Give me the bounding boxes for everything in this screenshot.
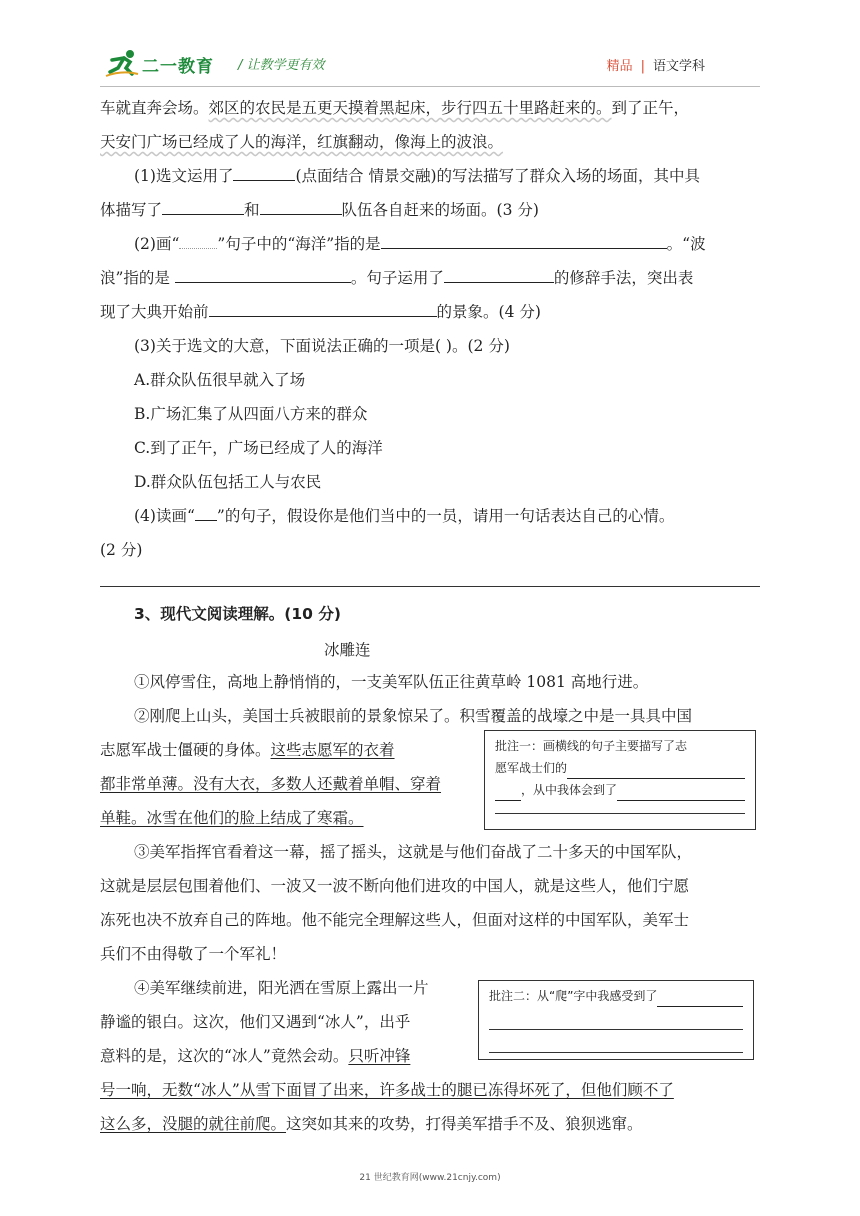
note1-text: ，从中我体会到了	[521, 783, 618, 797]
p2-underlined-text: 这些志愿军的衣着	[270, 741, 395, 759]
q2-text: ”句子中的“海洋”指的是	[217, 235, 381, 253]
option-a[interactable]: A.群众队伍很早就入了场	[134, 371, 306, 389]
paragraph-4-line-4	[100, 1080, 674, 1100]
q1-text: (1)选文运用了	[134, 167, 234, 185]
q2-text: 浪”指的是	[100, 269, 170, 287]
question-3: (3)关于选文的大意，下面说法正确的一项是( )。(2 分)	[134, 337, 510, 355]
answer-blank[interactable]	[381, 234, 667, 249]
question-4-line-1	[134, 506, 674, 526]
underline-mark-sample	[195, 506, 217, 521]
note1-text: 愿军战士们的	[495, 761, 568, 775]
paragraph-2-line-3	[100, 774, 441, 794]
paragraph-4-line-1: ④美军继续前进，阳光洒在雪原上露出一片	[134, 979, 429, 997]
note2-line-1	[489, 985, 743, 1007]
note2-answer-line[interactable]	[489, 1032, 743, 1053]
q4-text: ”的句子，假设你是他们当中的一员，请用一句话表达自己的心情。	[216, 507, 675, 525]
option-b[interactable]: B.广场汇集了从四面八方来的群众	[134, 405, 368, 423]
q2-text: (2)画“	[134, 235, 180, 253]
paragraph-3-line-3: 冻死也决不放弃自己的阵地。他不能完全理解这些人，但面对这样的中国军队，美军士	[100, 911, 690, 929]
header-tags	[607, 55, 705, 74]
passage-wavy-text: 郊区的农民是五更天摸着黑起床，步行四五十里路赶来的。	[208, 99, 612, 117]
question-2-line-1	[134, 234, 706, 254]
q2-text: 。句子运用了	[350, 269, 444, 287]
paragraph-3-line-2: 这就是层层包围着他们、一波又一波不断向他们进攻的中国人，就是这些人，他们宁愿	[100, 877, 690, 895]
passage-line-2	[100, 132, 503, 152]
wavy-mark-sample	[179, 234, 217, 249]
tag-premium: 精品	[606, 59, 633, 74]
q2-text: 现了大典开始前	[100, 303, 209, 321]
section-3-heading: 3、现代文阅读理解。(10 分)	[134, 605, 341, 623]
runner-logo-icon	[104, 48, 140, 78]
question-1-line-2	[100, 200, 539, 220]
note1-line-1: 批注一：画横线的句子主要描写了志	[495, 739, 688, 753]
paragraph-3-line-4: 兵们不由得敬了一个军礼！	[100, 945, 287, 963]
paragraph-4-line-2: 静谧的银白。这次，他们又遇到“冰人”，出乎	[100, 1013, 411, 1031]
q1-text: 体描写了	[100, 201, 163, 219]
passage-text: 到了正午，	[611, 99, 690, 117]
p4-underlined-text: 号一响，无数“冰人”从雪下面冒了出来，许多战士的腿已冻得坏死了，但他们顾不了	[100, 1081, 674, 1099]
p4-text: 这突如其来的攻势，打得美军措手不及、狼狈逃窜。	[286, 1115, 643, 1133]
note1-answer-blank[interactable]	[567, 762, 745, 779]
note2-text: 批注二：从“爬”字中我感受到了	[489, 989, 658, 1003]
option-d[interactable]: D.群众队伍包括工人与农民	[134, 473, 322, 491]
question-2-line-2	[100, 268, 693, 288]
p4-text: 意料的是，这次的“冰人”竟然会动。	[100, 1047, 349, 1065]
passage-title: 冰雕连	[324, 641, 371, 659]
option-c[interactable]: C.到了正午，广场已经成了人的海洋	[134, 439, 383, 457]
p4-underlined-text: 只听冲锋	[348, 1047, 411, 1065]
answer-blank[interactable]	[260, 200, 342, 215]
paragraph-2-line-4	[100, 808, 364, 828]
note1-line-2	[495, 757, 745, 779]
paragraph-4-line-5	[100, 1114, 643, 1134]
annotation-box-1	[484, 730, 756, 830]
paragraph-2-line-2	[100, 740, 395, 760]
passage-line-1	[100, 98, 689, 118]
answer-blank[interactable]	[175, 268, 351, 283]
note1-answer-blank[interactable]	[495, 784, 521, 801]
paragraph-2-line-1: ②刚爬上山头，美国士兵被眼前的景象惊呆了。积雪覆盖的战壕之中是一具具中国	[134, 707, 693, 725]
q4-text: (4)读画“	[134, 507, 195, 525]
note2-answer-blank[interactable]	[657, 990, 743, 1007]
note1-answer-line[interactable]	[495, 801, 745, 814]
question-1-line-1	[134, 166, 700, 186]
p2-underlined-text: 都非常单薄。没有大衣，多数人还戴着单帽、穿着	[100, 775, 442, 793]
passage-text: 车就直奔会场。	[100, 99, 209, 117]
brand-slogan: / 让教学更有效	[238, 58, 325, 73]
brand-name: 二一教育	[142, 57, 214, 77]
note2-answer-line[interactable]	[489, 1009, 743, 1030]
answer-blank[interactable]	[233, 166, 295, 181]
paragraph-3-line-1: ③美军指挥官看着这一幕，摇了摇头，这就是与他们奋战了二十多天的中国军队，	[134, 843, 693, 861]
tag-divider: |	[640, 59, 645, 74]
question-2-line-3	[100, 302, 541, 322]
p2-text: 志愿军战士僵硬的身体。	[100, 741, 271, 759]
q2-text: 的修辞手法，突出表	[553, 269, 694, 287]
brand-logo	[104, 48, 344, 82]
p2-underlined-text: 单鞋。冰雪在他们的脸上结成了寒霜。	[100, 809, 364, 827]
q2-text: 的景象。(4 分)	[436, 303, 541, 321]
answer-blank[interactable]	[444, 268, 554, 283]
passage-wavy-text: 天安门广场已经成了人的海洋，红旗翻动，像海上的波浪。	[100, 133, 504, 151]
answer-blank[interactable]	[162, 200, 244, 215]
q1-text: 队伍各自赶来的场面。(3 分)	[341, 201, 539, 219]
note1-line-3	[495, 779, 745, 801]
paragraph-1: ①风停雪住，高地上静悄悄的，一支美军队伍正往黄草岭 1081 高地行进。	[134, 673, 649, 691]
answer-blank[interactable]	[209, 302, 437, 317]
paragraph-4-line-3	[100, 1046, 410, 1066]
q2-text: 。“波	[666, 235, 706, 253]
header-rule	[100, 86, 760, 87]
tag-subject: 语文学科	[652, 59, 705, 74]
p4-underlined-text: 这么多，没腿的就往前爬。	[100, 1115, 287, 1133]
annotation-box-2	[478, 980, 754, 1060]
question-4-line-2: (2 分)	[100, 541, 143, 559]
section-divider	[100, 586, 760, 587]
q1-text: 和	[244, 201, 260, 219]
q1-text: (点面结合 情景交融)的写法描写了群众入场的场面，其中具	[295, 167, 700, 185]
note1-answer-blank[interactable]	[617, 784, 745, 801]
footer: 21 世纪教育网(www.21cnjy.com)	[359, 1173, 501, 1183]
